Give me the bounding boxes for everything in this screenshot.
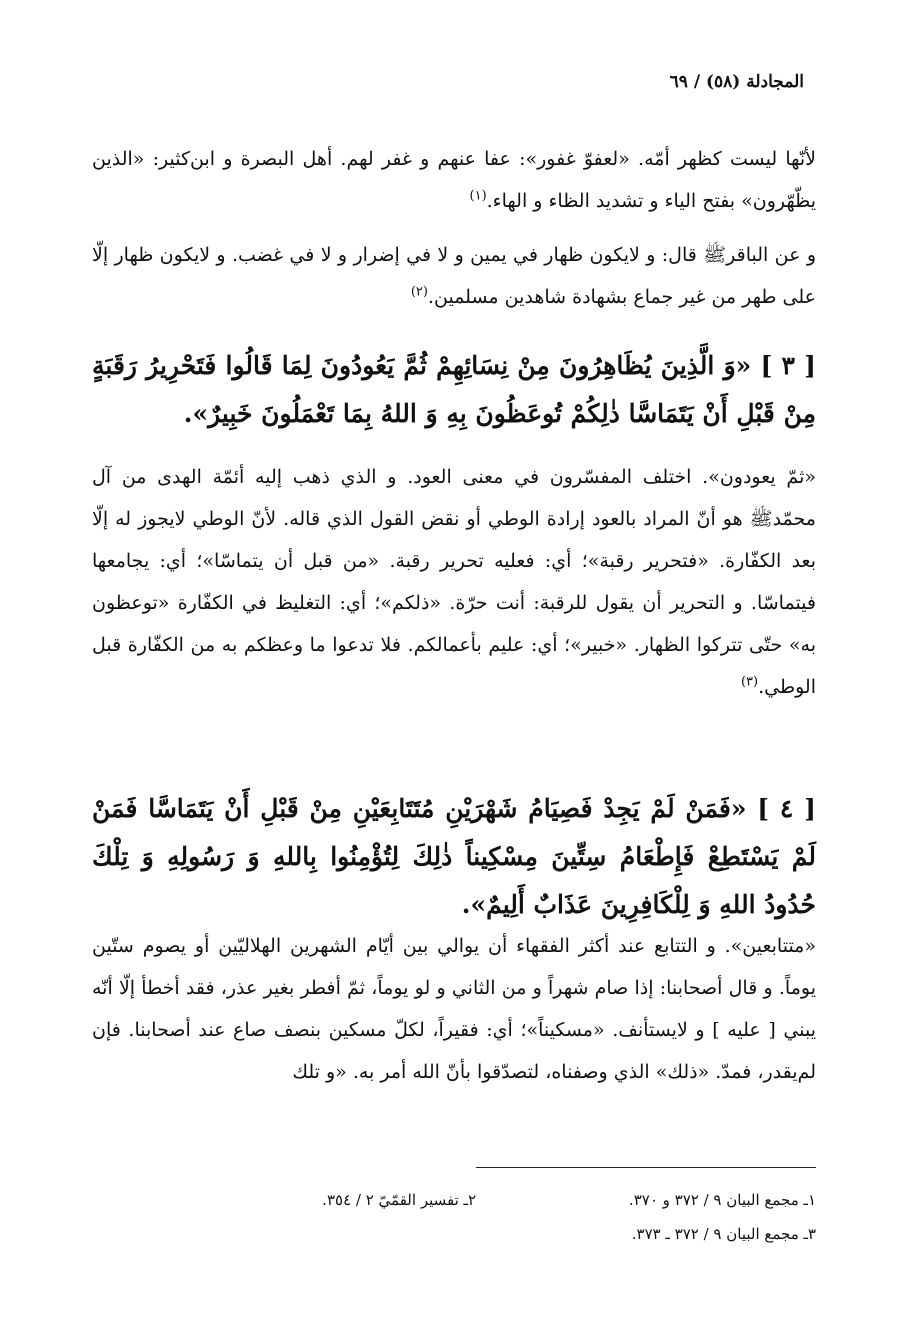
verse-4	[92, 785, 816, 929]
paragraph-commentary-3	[92, 456, 816, 708]
footnote-marker[interactable]: (١)	[469, 188, 487, 204]
paragraph-text: و عن الباقرﷺ قال: و لايكون ظهار في يمين و لا في إضرار و لا في غضب. و لايكون ظهار إلّا على طهر من غير جماع بشهادة شاهدين مسلمين.	[92, 244, 816, 308]
footnote-2: ٢ـ تفسير القمّيّ ٢ / ٣٥٤.	[322, 1191, 476, 1209]
footnotes	[92, 1183, 816, 1251]
footnote-row	[92, 1217, 816, 1251]
footnote-row	[92, 1183, 816, 1217]
paragraph-commentary-1	[92, 138, 816, 222]
paragraph-commentary-4	[92, 925, 816, 1093]
paragraph-text: «ثمّ يعودون». اختلف المفسّرون في معنى العود. و الذي ذهب إليه أئمّة الهدى من آل محمّدﷺ هو أنّ المراد بالعود إرادة الوطي أو نقض القول الذي قاله. لأنّ الوطي لايجوز له إلّا بعد الكفّارة. «فتحرير رقبة»؛ أي: فعليه تحرير رقبة. «من قبل أن يتماسّا»؛ أي: يجامعها فيتماسّا. و التحرير أن يقول للرقبة: أنت حرّة. «ذلكم»؛ أي: التغليظ في الكفّارة «توعظون به» حتّى تتركوا الظهار. «خبير»؛ أي: عليم بأعمالكم. فلا تدعوا ما وعظكم به من الكفّارة قبل الوطي.	[92, 466, 816, 698]
footnote-1: ١ـ مجمع البيان ٩ / ٣٧٢ و ٣٧٠.	[628, 1191, 816, 1209]
footnote-marker[interactable]: (٢)	[410, 284, 428, 300]
footnote-3: ٣ـ مجمع البيان ٩ / ٣٧٢ ـ ٣٧٣.	[631, 1225, 816, 1243]
verse-3	[92, 342, 816, 438]
running-head: المجادلة (٥٨) / ٦٩	[669, 72, 804, 92]
footnote-marker[interactable]: (٣)	[740, 674, 759, 690]
verse-text: [ ٤ ] «فَمَنْ لَمْ يَجِدْ فَصِيَامُ شَهْرَيْنِ مُتَتَابِعَيْنِ مِنْ قَبْلِ أَنْ يَتَمَاسَّا فَمَنْ لَمْ يَسْتَطِعْ فَإِطْعَامُ سِتِّينَ مِسْكِيناً ذٰلِكَ لِتُؤْمِنُوا بِاللهِ وَ رَسُولِهِ وَ تِلْكَ حُدُودُ اللهِ وَ لِلْكَافِرِينَ عَذَابٌ أَلِيمٌ».	[92, 794, 816, 919]
footnote-divider	[476, 1167, 816, 1168]
verse-text: [ ٣ ] «وَ الَّذِينَ يُظَاهِرُونَ مِنْ نِسَائِهِمْ ثُمَّ يَعُودُونَ لِمَا قَالُوا فَتَحْرِيرُ رَقَبَةٍ مِنْ قَبْلِ أَنْ يَتَمَاسَّا ذٰلِكُمْ تُوعَظُونَ بِهِ وَ اللهُ بِمَا تَعْمَلُونَ خَبِيرٌ».	[92, 351, 816, 428]
paragraph-text: لأنّها ليست كظهر أمّه. «لعفوّ غفور»: عفا عنهم و غفر لهم. أهل البصرة و ابن‌كثير: «الذين يظّهّرون» بفتح الياء و تشديد الظاء و الهاء.	[92, 148, 816, 212]
paragraph-commentary-2	[92, 234, 816, 318]
paragraph-text: «متتابعين». و التتابع عند أكثر الفقهاء أن يوالي بين أيّام الشهرين الهلاليّين أو يصوم ستّين يوماً. و قال أصحابنا: إذا صام شهراً و من الثاني و لو يوماً، ثمّ أفطر بغير عذر، فقد أخطأ إلّا أنّه يبني [ عليه ] و لايستأنف. «مسكيناً»؛ أي: فقيراً، لكلّ مسكين بنصف صاع عند أصحابنا. فإن لم‌يقدر، فمدّ. «ذلك» الذي وصفناه، لتصدّقوا بأنّ الله أمر به. «و تلك	[92, 935, 816, 1083]
